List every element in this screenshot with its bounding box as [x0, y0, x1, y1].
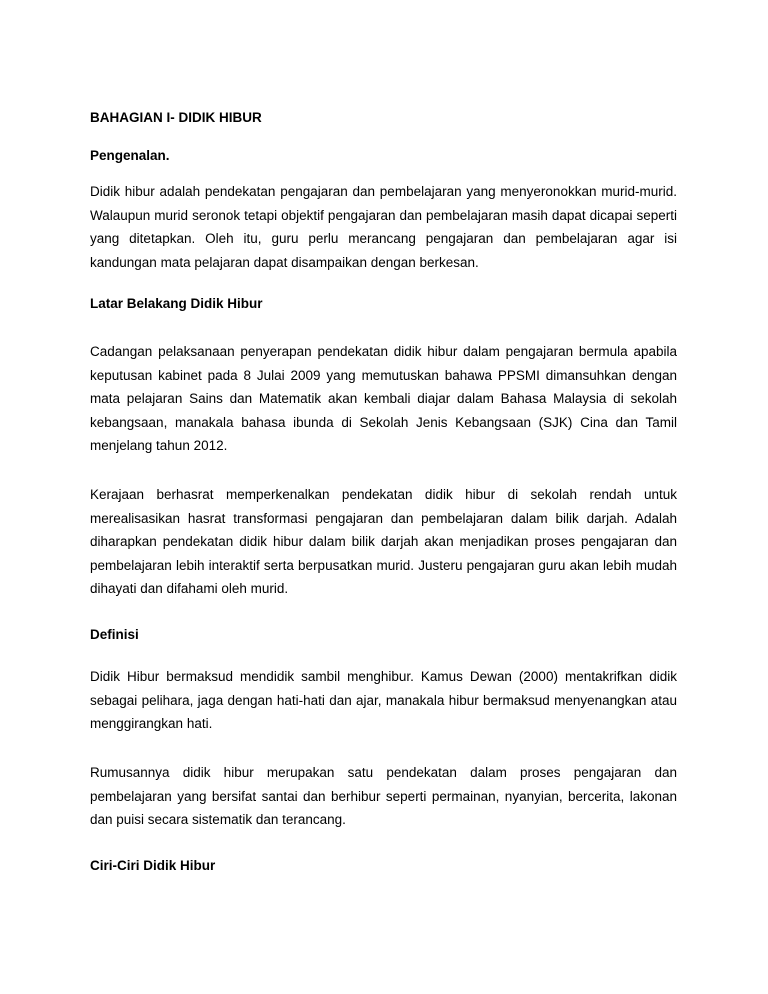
definition-paragraph-1: Didik Hibur bermaksud mendidik sambil menghibur. Kamus Dewan (2000) mentakrifkan didik sebagai pelihara, jaga dengan hati-hati dan ajar, manakala hibur bermaksud menyenangkan atau menggirangkan hati.: [90, 669, 677, 731]
definition-paragraph-2: Rumusannya didik hibur merupakan satu pendekatan dalam proses pengajaran dan pembelajaran yang bersifat santai dan berhibur seperti permainan, nyanyian, bercerita, lakonan dan puisi secara sistematik dan terancang.: [90, 765, 677, 827]
background-heading: Latar Belakang Didik Hibur: [90, 296, 263, 311]
background-paragraph-1: Cadangan pelaksanaan penyerapan pendekatan didik hibur dalam pengajaran bermula apabila keputusan kabinet pada 8 Julai 2009 yang memutuskan bahawa PPSMI dimansuhkan dengan mata pelajaran Sains dan Matematik akan kembali diajar dalam Bahasa Malaysia di sekolah kebangsaan, manakala bahasa ibunda di Sekolah Jenis Kebangsaan (SJK) Cina dan Tamil menjelang tahun 2012.: [90, 344, 677, 453]
intro-heading: Pengenalan.: [90, 148, 170, 163]
background-paragraph-2: Kerajaan berhasrat memperkenalkan pendekatan didik hibur di sekolah rendah untuk merealisasikan hasrat transformasi pengajaran dan pembelajaran dalam bilik darjah. Adalah diharapkan pendekatan didik hibur dalam bilik darjah akan menjadikan proses pengajaran dan pembelajaran lebih interaktif serta berpusatkan murid. Justeru pengajaran guru akan lebih mudah dihayati dan difahami oleh murid.: [90, 487, 677, 596]
characteristics-heading: Ciri-Ciri Didik Hibur: [90, 858, 216, 873]
section-title: BAHAGIAN I- DIDIK HIBUR: [90, 110, 262, 125]
document-page: [90, 0, 677, 994]
intro-paragraph: Didik hibur adalah pendekatan pengajaran dan pembelajaran yang menyeronokkan murid-murid. Walaupun murid seronok tetapi objektif pengajaran dan pembelajaran masih dapat dicapai seperti yang ditetapkan. Oleh itu, guru perlu merancang pengajaran dan pembelajaran agar isi kandungan mata pelajaran dapat disampaikan dengan berkesan.: [90, 184, 677, 270]
definition-heading: Definisi: [90, 627, 139, 642]
